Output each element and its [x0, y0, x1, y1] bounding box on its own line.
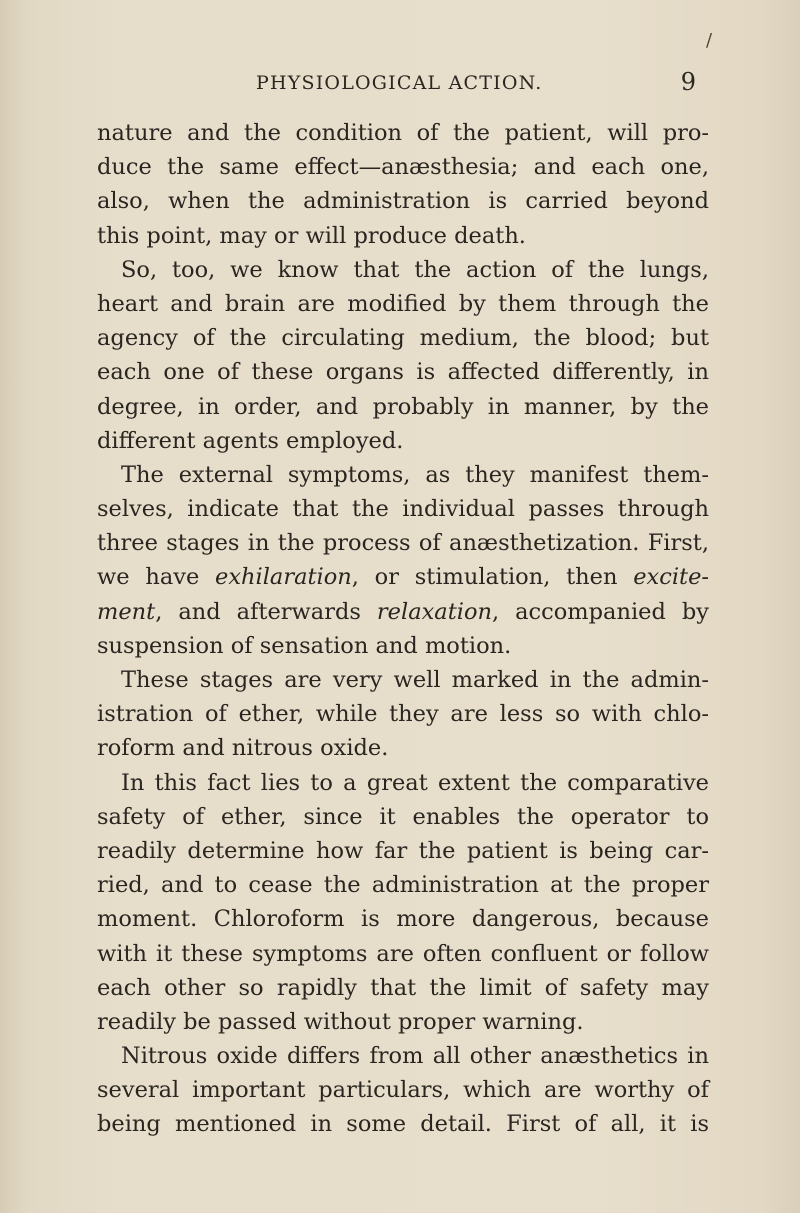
text-span: istration of ether, while they are less so with chlo-	[97, 701, 709, 728]
text-line	[97, 766, 709, 800]
text-span: being mentioned in some detail. First of all, it is	[97, 1111, 709, 1138]
italic-text: excite-	[633, 564, 709, 591]
text-line	[97, 390, 709, 424]
text-span: nature and the condition of the patient, will pro-	[97, 120, 709, 146]
text-line	[97, 219, 709, 253]
text-span: , or stimulation, then	[351, 564, 634, 591]
text-span: three stages in the process of anæsthetization. First,	[97, 530, 709, 557]
text-span: this point, may or will produce death.	[97, 222, 526, 249]
text-line	[97, 731, 709, 765]
text-line	[97, 458, 709, 492]
text-line	[97, 321, 709, 355]
text-span: with it these symptoms are often confluent or follow	[97, 940, 709, 967]
text-span: safety of ether, since it enables the operator to	[97, 803, 709, 830]
text-span: different agents employed.	[97, 427, 404, 454]
text-span: suspension of sensation and motion.	[97, 632, 512, 659]
running-title: PHYSIOLOGICAL ACTION.	[256, 72, 543, 94]
text-span: ried, and to cease the administration at the proper	[97, 872, 709, 899]
text-line	[97, 629, 709, 663]
text-span: In this fact lies to a great extent the comparative	[121, 769, 709, 796]
text-span: agency of the circulating medium, the blood; but	[97, 325, 709, 352]
page-number: 9	[680, 68, 696, 96]
text-line	[97, 287, 709, 321]
text-span: also, when the administration is carried beyond	[97, 188, 709, 215]
text-line	[97, 355, 709, 389]
text-span: we have	[97, 564, 216, 591]
text-line	[97, 937, 709, 971]
text-line	[97, 868, 709, 902]
text-span: selves, indicate that the individual passes through	[97, 496, 709, 523]
text-line	[97, 971, 709, 1005]
italic-text: ment	[97, 598, 156, 625]
text-span: , and afterwards	[155, 598, 377, 625]
body-text	[97, 116, 709, 1142]
text-span: degree, in order, and probably in manner, by the	[97, 393, 709, 420]
text-span: duce the same effect—anæsthesia; and each one,	[97, 154, 709, 181]
text-line	[97, 834, 709, 868]
text-line	[97, 697, 709, 731]
text-line	[97, 424, 709, 458]
text-line	[97, 1005, 709, 1039]
text-span: heart and brain are modified by them through the	[97, 290, 709, 317]
text-span: each one of these organs is affected differently, in	[97, 359, 709, 386]
text-line	[97, 560, 709, 594]
italic-text: relaxation	[376, 598, 492, 625]
text-line	[97, 253, 709, 287]
text-line	[97, 526, 709, 560]
text-span: moment. Chloroform is more dangerous, because	[97, 906, 709, 933]
text-line	[97, 1039, 709, 1073]
text-line	[97, 1073, 709, 1107]
italic-text: exhilaration	[215, 564, 352, 591]
text-span: These stages are very well marked in the admin-	[121, 667, 709, 693]
text-line	[97, 663, 709, 697]
text-span: readily be passed without proper warning.	[97, 1008, 584, 1035]
text-line	[97, 902, 709, 936]
text-span: The external symptoms, as they manifest them-	[121, 461, 709, 488]
text-line	[97, 150, 709, 184]
text-span: roform and nitrous oxide.	[97, 735, 389, 762]
text-span: Nitrous oxide differs from all other anæsthetics in	[121, 1043, 709, 1070]
text-line	[97, 184, 709, 218]
text-span: readily determine how far the patient is being car-	[97, 837, 709, 864]
text-span: , accompanied by	[491, 598, 709, 625]
text-span: So, too, we know that the action of the lungs,	[121, 256, 709, 283]
running-head	[256, 68, 696, 104]
corner-mark: /	[706, 30, 713, 51]
text-line	[97, 1107, 709, 1141]
text-line	[97, 595, 709, 629]
text-line	[97, 116, 709, 150]
text-line	[97, 800, 709, 834]
text-span: several important particulars, which are worthy of	[97, 1077, 709, 1104]
text-line	[97, 492, 709, 526]
text-span: each other so rapidly that the limit of safety may	[97, 974, 709, 1001]
